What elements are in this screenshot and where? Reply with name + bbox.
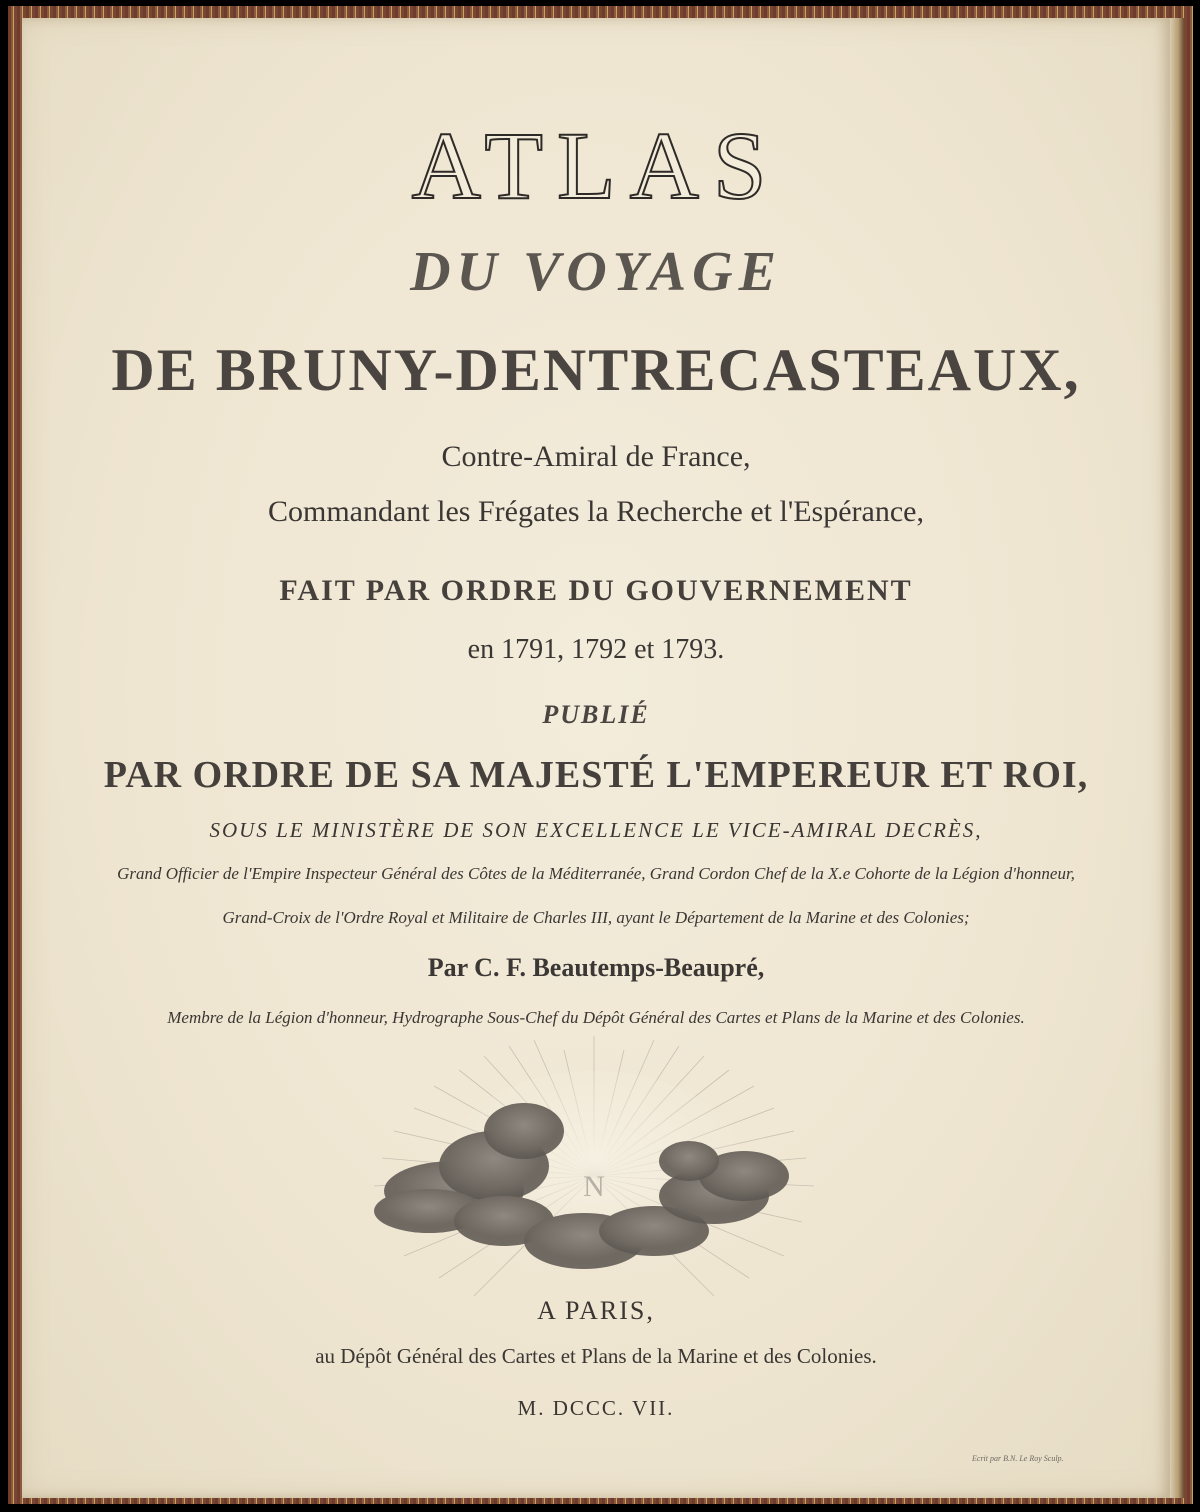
- commission-ordered: FAIT PAR ORDRE DU GOUVERNEMENT: [279, 574, 913, 607]
- ministry-line: SOUS LE MINISTÈRE DE SON EXCELLENCE LE VICE-AMIRAL DECRÈS,: [209, 818, 983, 842]
- imprint-publisher: au Dépôt Général des Cartes et Plans de la Marine et des Colonies.: [315, 1344, 877, 1368]
- engraver-credit: Ecrit par B.N. Le Roy Sculp.: [972, 1454, 1064, 1463]
- imperial-order: PAR ORDRE DE SA MAJESTÉ L'EMPEREUR ET ROI,: [103, 754, 1089, 796]
- imprint-place: A PARIS,: [537, 1296, 655, 1325]
- minister-titles-1: Grand Officier de l'Empire Inspecteur Général des Côtes de la Méditerranée, Grand Cordon Chef de la X.e Cohorte de la Légion d'honneur,: [117, 864, 1075, 883]
- subtitle-rank: Contre-Amiral de France,: [441, 440, 751, 473]
- subtitle-command: Commandant les Frégates la Recherche et l'Espérance,: [268, 495, 924, 528]
- monogram-letter: N: [583, 1170, 605, 1203]
- author-titles: Membre de la Légion d'honneur, Hydrographe Sous-Chef du Dépôt Général des Cartes et Plans de la Marine et des Colonies.: [167, 1008, 1025, 1027]
- title-page: [22, 18, 1170, 1498]
- author-line: Par C. F. Beautemps-Beaupré,: [427, 953, 765, 982]
- title-du-voyage: DU VOYAGE: [410, 241, 782, 303]
- minister-titles-2: Grand-Croix de l'Ordre Royal et Militaire de Charles III, ayant le Département de la Marine et des Colonies;: [222, 908, 970, 927]
- imprint-year: M. DCCC. VII.: [517, 1396, 675, 1420]
- page-edge: [1170, 18, 1184, 1498]
- published-label: PUBLIÉ: [542, 700, 650, 729]
- title-name: DE BRUNY-DENTRECASTEAUX,: [111, 337, 1081, 403]
- title-atlas: ATLAS: [411, 112, 781, 219]
- commission-years: en 1791, 1792 et 1793.: [467, 634, 725, 665]
- cloud-vignette: [334, 1036, 854, 1306]
